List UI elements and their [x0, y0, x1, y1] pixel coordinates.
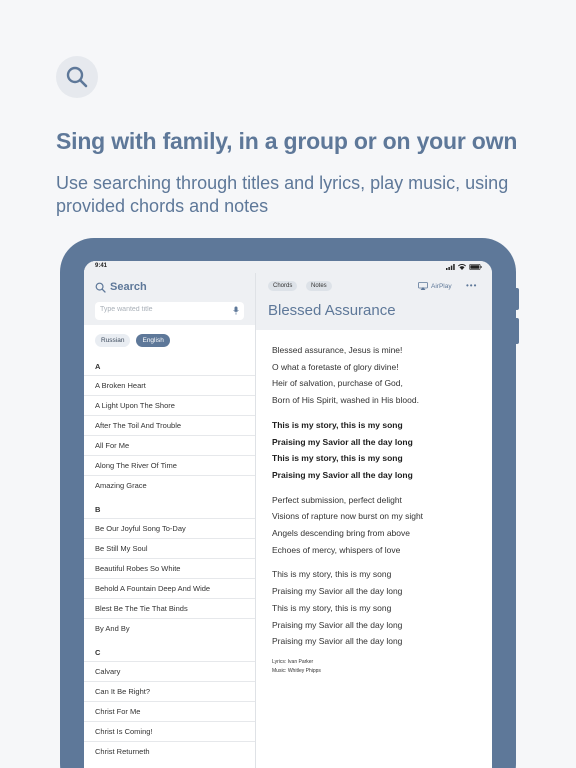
- lyric-line: Praising my Savior all the day long: [272, 619, 403, 630]
- search-field: [95, 302, 244, 320]
- lyric-line: Praising my Savior all the day long: [272, 469, 413, 480]
- language-chip-english[interactable]: English: [136, 334, 169, 347]
- lyric-line: This is my story, this is my song: [272, 602, 392, 613]
- song-list-item[interactable]: Can It Be Right?: [84, 681, 255, 701]
- lyric-line: Angels descending bring from above: [272, 528, 410, 539]
- airplay-button[interactable]: [418, 282, 452, 290]
- song-header: [256, 273, 492, 330]
- song-list-item[interactable]: After The Toil And Trouble: [84, 415, 255, 435]
- lyrics-area: [272, 342, 482, 677]
- song-list-item[interactable]: Behold A Fountain Deep And Wide: [84, 578, 255, 598]
- search-icon: [64, 64, 90, 90]
- airplay-label: AirPlay: [431, 282, 452, 290]
- tab-chords[interactable]: Chords: [268, 281, 297, 291]
- lyric-line: Heir of salvation, purchase of God,: [272, 378, 403, 389]
- language-chip-russian[interactable]: Russian: [95, 334, 130, 347]
- promo-subline: Use searching through titles and lyrics, play music, using provided chords and notes: [56, 173, 509, 216]
- song-list-item[interactable]: Along The River Of Time: [84, 455, 255, 475]
- wifi-icon: [458, 264, 466, 270]
- sidebar-title-label: Search: [110, 281, 147, 293]
- lyric-line: Born of His Spirit, washed in His blood.: [272, 395, 419, 406]
- section-letter: C: [95, 648, 101, 657]
- lyrics-stanza: [272, 492, 482, 559]
- search-input[interactable]: [100, 306, 225, 313]
- song-list-item[interactable]: Christ Returneth: [84, 741, 255, 761]
- lyric-line: This is my story, this is my song: [272, 419, 403, 430]
- lyric-line: Visions of rapture now burst on my sight: [272, 511, 424, 522]
- song-list-item[interactable]: Amazing Grace: [84, 475, 255, 495]
- lyric-line: This is my story, this is my song: [272, 453, 403, 464]
- song-credits: [272, 658, 482, 677]
- lyric-line: Praising my Savior all the day long: [272, 636, 403, 647]
- sidebar-title: [95, 281, 147, 293]
- status-bar: [84, 261, 492, 273]
- music-credit: Music: Whitley Phipps: [272, 668, 321, 675]
- song-list-item[interactable]: Christ Is Coming!: [84, 721, 255, 741]
- cellular-signal-icon: [446, 264, 455, 270]
- song-title: Blessed Assurance: [268, 302, 396, 319]
- search-feature-icon: [56, 56, 98, 98]
- lyric-line: O what a foretaste of glory divine!: [272, 361, 399, 372]
- search-icon: [95, 282, 106, 293]
- song-list-item[interactable]: A Light Upon The Shore: [84, 395, 255, 415]
- song-list-item[interactable]: Christ For Me: [84, 701, 255, 721]
- tab-notes[interactable]: Notes: [306, 281, 332, 291]
- airplay-icon: [418, 282, 428, 290]
- lyrics-stanza: [272, 566, 482, 650]
- song-list-item[interactable]: Calvary: [84, 661, 255, 681]
- lyrics-credit: Lyrics: Ivan Parker: [272, 658, 314, 665]
- promo-headline: Sing with family, in a group or on your own: [56, 128, 518, 154]
- language-filter: [95, 334, 170, 347]
- song-list-item[interactable]: All For Me: [84, 435, 255, 455]
- lyric-line: This is my story, this is my song: [272, 569, 392, 580]
- song-list-item[interactable]: A Broken Heart: [84, 375, 255, 395]
- more-options-button[interactable]: •••: [466, 281, 478, 290]
- lyric-line: Perfect submission, perfect delight: [272, 494, 402, 505]
- song-list-item[interactable]: Be Still My Soul: [84, 538, 255, 558]
- tablet-side-button: [515, 288, 519, 310]
- status-time: 9:41: [95, 263, 108, 269]
- section-letter: B: [95, 505, 101, 514]
- status-icons: [446, 264, 482, 270]
- song-list: [84, 359, 255, 761]
- lyrics-stanza: [272, 342, 482, 409]
- song-sidebar: [84, 261, 256, 768]
- app-screen: [84, 261, 492, 768]
- battery-icon: [469, 264, 482, 270]
- lyric-line: Echoes of mercy, whispers of love: [272, 544, 401, 555]
- lyric-line: Praising my Savior all the day long: [272, 436, 413, 447]
- song-list-item[interactable]: Be Our Joyful Song To-Day: [84, 518, 255, 538]
- tablet-side-button: [515, 318, 519, 344]
- lyric-line: Blessed assurance, Jesus is mine!: [272, 345, 403, 355]
- section-letter: A: [95, 362, 101, 371]
- song-list-item[interactable]: Beautiful Robes So White: [84, 558, 255, 578]
- lyric-line: Praising my Savior all the day long: [272, 586, 403, 597]
- microphone-icon[interactable]: [233, 306, 239, 315]
- song-list-item[interactable]: By And By: [84, 618, 255, 638]
- song-list-item[interactable]: Blest Be The Tie That Binds: [84, 598, 255, 618]
- lyrics-chorus: [272, 417, 482, 484]
